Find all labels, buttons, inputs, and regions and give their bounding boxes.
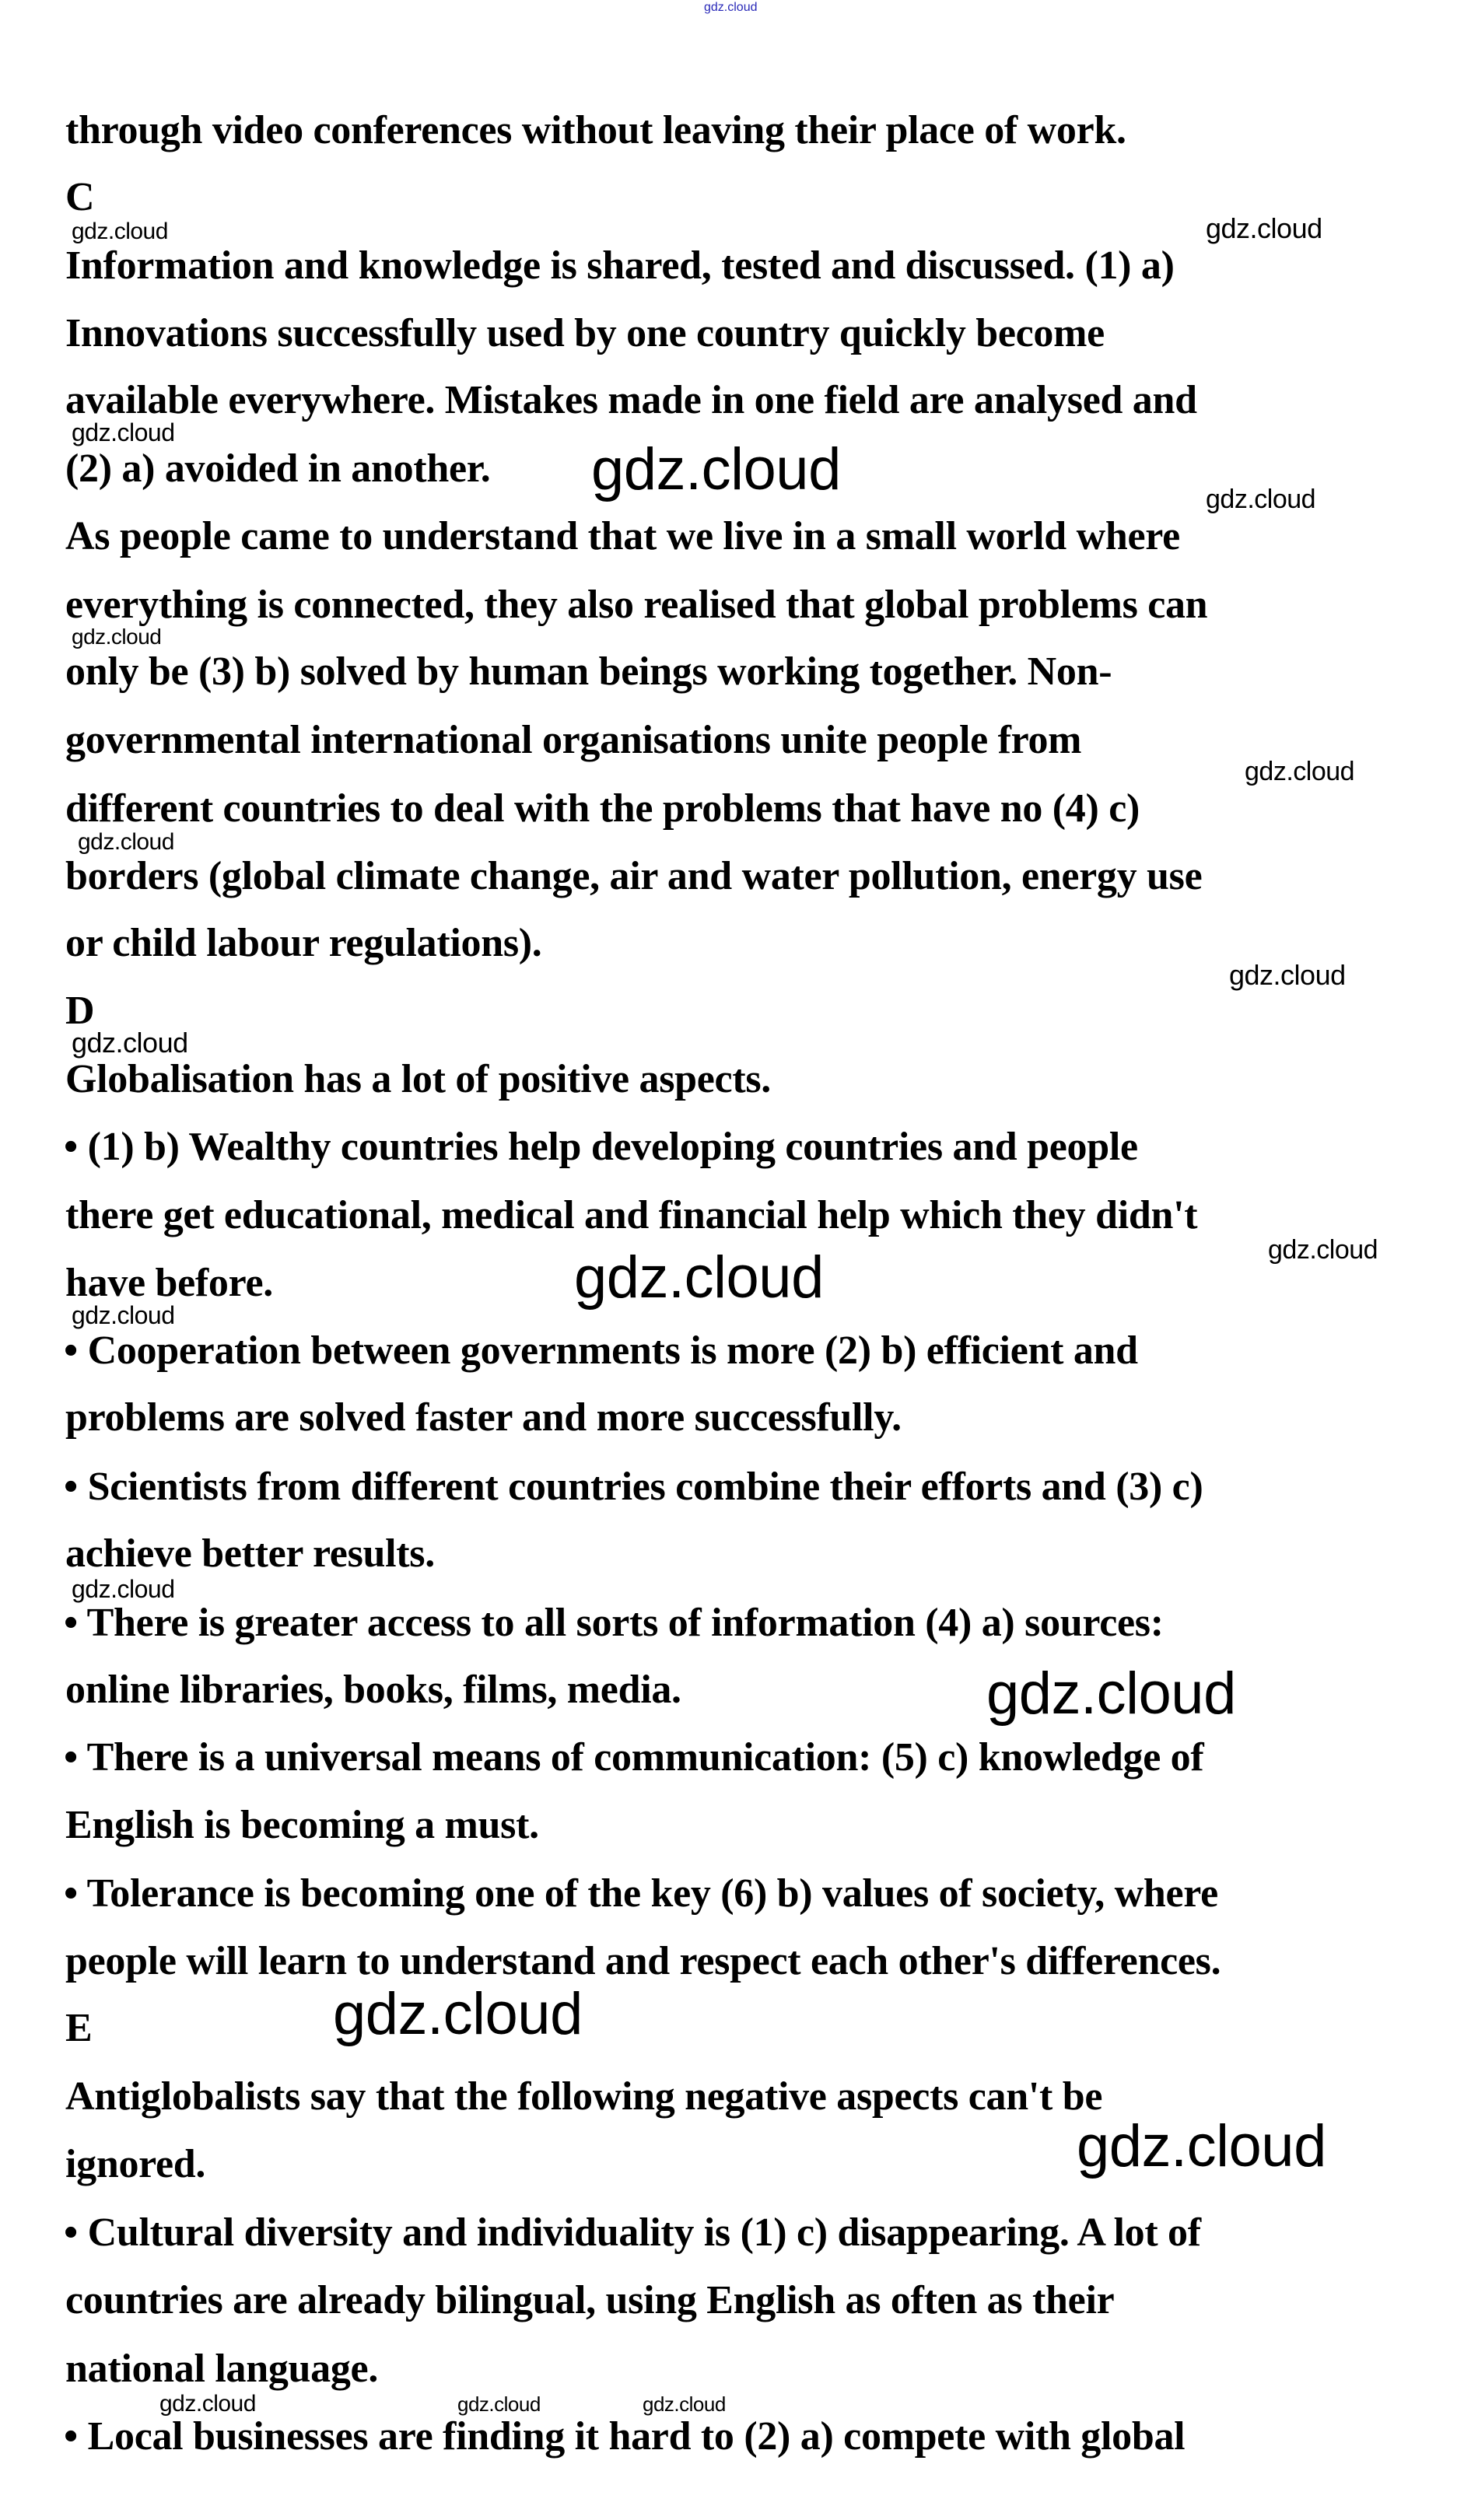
watermark-large: gdz.cloud: [1077, 2113, 1326, 2179]
watermark-large: gdz.cloud: [591, 436, 841, 502]
watermark: gdz.cloud: [72, 625, 162, 649]
text-line: As people came to understand that we live in a small world where: [65, 514, 1180, 558]
text-line: achieve better results.: [65, 1531, 435, 1576]
watermark: gdz.cloud: [1245, 757, 1355, 786]
watermark-large: gdz.cloud: [574, 1244, 824, 1311]
section-heading-c: C: [65, 175, 95, 219]
text-line: Information and knowledge is shared, tested and discussed. (1) a): [65, 243, 1175, 288]
watermark: gdz.cloud: [78, 829, 174, 855]
bullet-item: • Tolerance is becoming one of the key (6) b) values of society, where: [64, 1871, 1218, 1916]
watermark: gdz.cloud: [72, 1301, 175, 1329]
watermark: gdz.cloud: [72, 219, 168, 244]
watermark: gdz.cloud: [1206, 212, 1322, 244]
bullet-item: • Cooperation between governments is more (2) b) efficient and: [64, 1328, 1138, 1373]
text-line: people will learn to understand and respect each other's differences.: [65, 1939, 1221, 1983]
watermark: gdz.cloud: [1206, 485, 1316, 514]
bullet-item: • There is a universal means of communication: (5) c) knowledge of: [64, 1735, 1204, 1780]
watermark: gdz.cloud: [72, 418, 175, 446]
bullet-item: • There is greater access to all sorts of information (4) a) sources:: [64, 1601, 1164, 1645]
section-heading-e: E: [65, 2006, 93, 2050]
text-line: English is becoming a must.: [65, 1803, 539, 1847]
text-line: governmental international organisations unite people from: [65, 718, 1082, 762]
text-line: have before.: [65, 1261, 273, 1305]
text-line: only be (3) b) solved by human beings working together. Non-: [65, 649, 1112, 694]
text-line: everything is connected, they also realised that global problems can: [65, 583, 1208, 627]
bullet-item: • Scientists from different countries combine their efforts and (3) c): [64, 1465, 1203, 1509]
watermark: gdz.cloud: [159, 2391, 256, 2417]
bullet-item: • Cultural diversity and individuality is (1) c) disappearing. A lot of: [64, 2210, 1201, 2255]
text-line: online libraries, books, films, media.: [65, 1668, 681, 1712]
text-line: available everywhere. Mistakes made in one field are analysed and: [65, 378, 1197, 422]
text-line: borders (global climate change, air and water pollution, energy use: [65, 854, 1203, 898]
bullet-item: • Local businesses are finding it hard to (2) a) compete with global: [64, 2414, 1186, 2459]
text-line: Innovations successfully used by one country quickly become: [65, 311, 1105, 355]
watermark: gdz.cloud: [1268, 1235, 1378, 1265]
text-line: Globalisation has a lot of positive aspects.: [65, 1057, 771, 1101]
text-line: there get educational, medical and financial help which they didn't: [65, 1193, 1198, 1237]
text-line: national language.: [65, 2347, 379, 2391]
text-line: different countries to deal with the problems that have no (4) c): [65, 786, 1140, 831]
text-line: (2) a) avoided in another.: [65, 446, 491, 491]
watermark: gdz.cloud: [72, 1027, 188, 1059]
watermark-large: gdz.cloud: [986, 1661, 1236, 1727]
watermark-top: gdz.cloud: [704, 1, 758, 14]
text-line: ignored.: [65, 2142, 206, 2186]
section-heading-d: D: [65, 989, 95, 1033]
text-line: problems are solved faster and more successfully.: [65, 1395, 902, 1440]
watermark: gdz.cloud: [72, 1575, 175, 1603]
text-line: countries are already bilingual, using English as often as their: [65, 2278, 1115, 2322]
bullet-item: • (1) b) Wealthy countries help developing countries and people: [64, 1125, 1138, 1169]
text-line: or child labour regulations).: [65, 921, 542, 965]
text-line: through video conferences without leaving their place of work.: [65, 108, 1126, 152]
watermark-large: gdz.cloud: [333, 1981, 583, 2047]
watermark: gdz.cloud: [457, 2392, 541, 2416]
watermark: gdz.cloud: [643, 2392, 726, 2416]
watermark: gdz.cloud: [1229, 959, 1346, 991]
text-line: Antiglobalists say that the following negative aspects can't be: [65, 2074, 1103, 2119]
